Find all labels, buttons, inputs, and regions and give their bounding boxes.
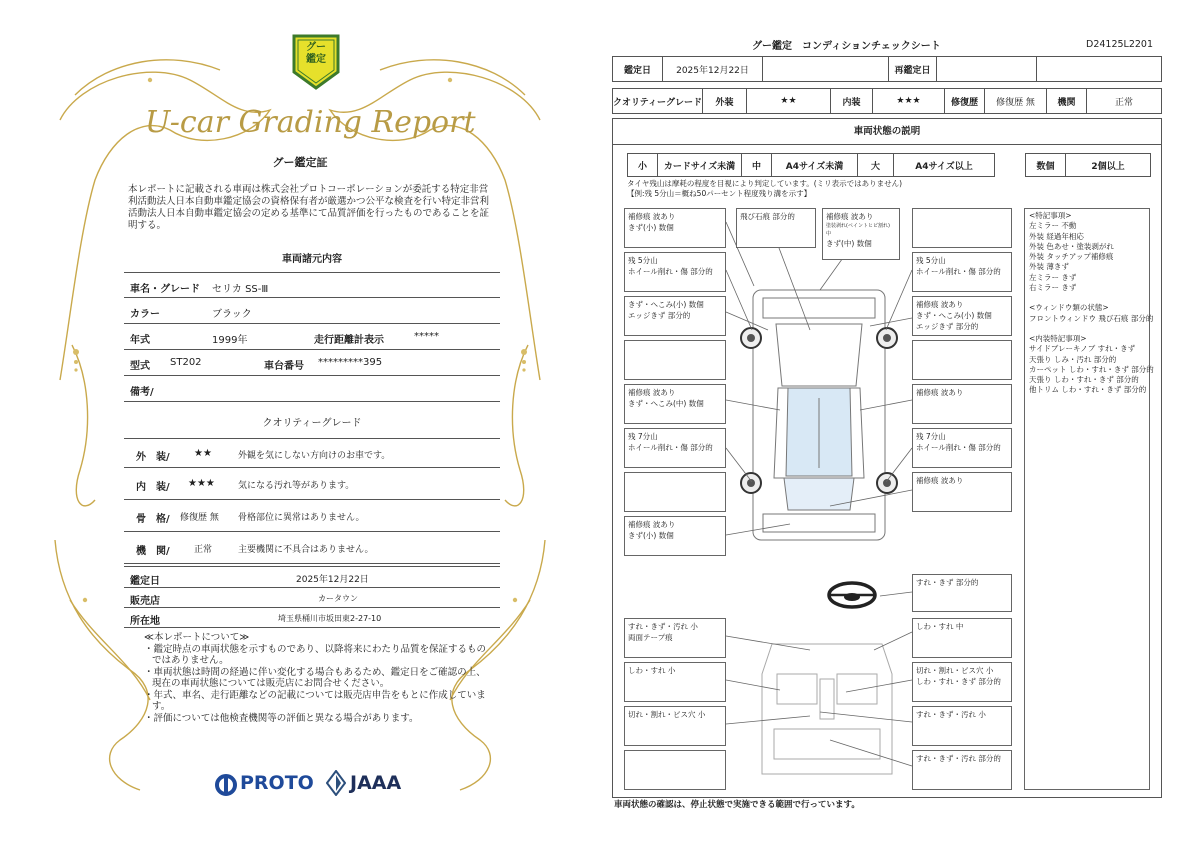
callout-rear-right-quarter (912, 472, 1012, 512)
spec-label: 走行距離計表示 (314, 335, 384, 346)
grade-desc: 主要機関に不具合はありません。 (238, 545, 374, 555)
size-large-desc: A4サイズ以上 (915, 161, 973, 172)
grade-label: 内 装/ (136, 482, 170, 493)
spec-row-model (124, 350, 500, 376)
proto-logo-icon (214, 773, 238, 797)
callout-dashboard-right (912, 618, 1012, 658)
callout-text: きず(中) 数個 (826, 239, 872, 248)
address-label: 所在地 (130, 616, 160, 627)
callout-text: しわ・すれ 小 (628, 666, 676, 675)
callout-text-small: 塗装剥れ(ペイントヒビ割れ) 中 (826, 223, 890, 237)
address-value: 埼玉県桶川市坂田東2-27-10 (278, 614, 382, 623)
grade-desc: 骨格部位に異常はありません。 (238, 513, 365, 523)
size-small-desc: カードサイズ未満 (658, 154, 742, 176)
grade-desc: 外観を気にしない方向けのお車です。 (238, 451, 391, 461)
panel-title: 車両状態の説明 (613, 119, 1161, 145)
grade-value: ★★★ (188, 478, 215, 489)
grade-row-interior (124, 468, 500, 500)
callout-console-left (624, 706, 726, 746)
proto-brand-text: PROTO (240, 772, 314, 794)
size-medium-desc: A4サイズ未満 (772, 154, 858, 176)
appraisal-date-label: 鑑定日 (130, 576, 160, 587)
spec-value: ブラック (212, 309, 252, 320)
callout-front-left-fender (624, 296, 726, 336)
callout-text: きず・へこみ(小) 数個 エッジきず 部分的 (628, 300, 704, 320)
shop-label: 販売店 (130, 596, 160, 607)
grade-value: 正常 (194, 545, 213, 555)
spacer (1029, 293, 1145, 303)
callout-text: 補修痕 波あり (826, 212, 874, 221)
reappraisal-label: 再鑑定日 (889, 57, 937, 81)
spacer (1029, 324, 1145, 334)
callout-front-left-tire (624, 252, 726, 292)
footer-note: 車両状態の確認は、停止状態で実施できる範囲で行っています。 (614, 800, 860, 810)
report-script-title: U-car Grading Report (145, 105, 476, 140)
callout-blank (624, 750, 726, 790)
note-item: ・年式、車名、走行距離などの記載については販売店申告をもとに作成しています。 (144, 689, 486, 712)
callout-text: 補修痕 波あり きず・へこみ(小) 数個 エッジきず 部分的 (916, 300, 992, 331)
condition-check-sheet (600, 0, 1200, 848)
side-note: 左ミラー きず (1029, 272, 1077, 282)
report-notes (140, 632, 490, 724)
grade-label: 外 装/ (136, 452, 170, 463)
note-item: ・鑑定時点の車両状態を示すものであり、以降将来にわたり品質を保証するものではありません。 (144, 643, 487, 666)
callout-text: 残 7分山 ホイール削れ・傷 部分的 (916, 432, 1001, 452)
exterior-value: ★★ (747, 89, 831, 113)
spec-label: 車台番号 (264, 361, 304, 372)
side-note: 外装 色あせ・塗装剥がれ (1029, 241, 1114, 251)
spec-label: 車名・グレード (130, 284, 200, 295)
note-item: ・評価については他検査機関等の評価と異なる場合があります。 (144, 712, 419, 724)
callout-text: すれ・きず・汚れ 小 (916, 710, 986, 719)
repair-label: 修復歴 (945, 89, 985, 113)
spec-row-color (124, 298, 500, 324)
grade-row-engine (124, 532, 500, 564)
side-note: フロントウィンドウ 飛び石痕 部分的 (1029, 313, 1154, 323)
spec-label: 備考/ (130, 387, 154, 398)
side-note: <特記事項> (1029, 211, 1072, 220)
logo-badge-text: グー 鑑定 (306, 42, 326, 65)
size-large: 大 (858, 154, 894, 176)
spec-value: ***** (414, 331, 439, 342)
callout-blank (912, 340, 1012, 380)
callout-blank (912, 208, 1012, 248)
grade-label: 骨 格/ (136, 514, 170, 525)
callout-text: 補修痕 波あり きず(小) 数個 (628, 520, 676, 540)
grade-desc: 気になる汚れ等があります。 (238, 481, 355, 491)
note-item: ・車両状態は時間の経過に伴い変化する場合もあるため、鑑定日をご確認の上、現在の車両状態については販売店にお問合せください。 (144, 666, 486, 689)
grade-row-frame (124, 500, 500, 532)
callout-text: すれ・きず・汚れ 小 両面テープ痕 (628, 622, 698, 642)
side-note: 他トリム しわ・すれ・きず 部分的 (1029, 385, 1147, 395)
interior-value: ★★★ (873, 89, 945, 113)
repair-value: 修復歴 無 (985, 89, 1047, 113)
document-id: D24125L2201 (1086, 39, 1154, 50)
callout-front-left-bumper (624, 208, 726, 248)
spec-value: ST202 (170, 357, 202, 368)
tire-note-line: 【例:残 5分山＝概ね50パーセント程度残り溝を示す】 (627, 189, 812, 198)
side-note: カーペット しわ・すれ・きず 部分的 (1029, 364, 1154, 374)
spec-section-title: 車両諸元内容 (282, 254, 342, 265)
callout-text: 補修痕 波あり (916, 388, 964, 397)
callout-text: すれ・きず・汚れ 部分的 (916, 754, 1001, 763)
count-label: 数個 (1026, 154, 1066, 176)
certificate-title: グー鑑定証 (272, 156, 328, 169)
callout-seat-right (912, 662, 1012, 702)
quality-grade-label: クオリティーグレード (613, 89, 703, 113)
side-note: 左ミラー 不動 (1029, 221, 1077, 231)
callout-dashboard-left (624, 618, 726, 658)
callout-text: すれ・きず 部分的 (916, 578, 979, 587)
engine-label: 機関 (1047, 89, 1087, 113)
callout-blank (624, 472, 726, 512)
side-note: 外装 薄きず (1029, 262, 1069, 272)
size-small: 小 (628, 154, 658, 176)
callout-text: 補修痕 波あり (916, 476, 964, 485)
interior-label: 内装 (831, 89, 873, 113)
callout-text: 補修痕 波あり きず(小) 数個 (628, 212, 676, 232)
spec-row-remarks (124, 376, 500, 402)
size-medium: 中 (742, 154, 772, 176)
spec-value: *********395 (318, 357, 383, 368)
callout-seat-left (624, 662, 726, 702)
spec-label: カラー (130, 309, 160, 320)
side-note: 右ミラー きず (1029, 283, 1077, 293)
callout-blank (624, 340, 726, 380)
callout-text: 切れ・割れ・ビス穴 小 しわ・すれ・きず 部分的 (916, 666, 1001, 686)
side-note: 天張り しみ・汚れ 部分的 (1029, 354, 1117, 364)
callout-rear-left-tire (624, 428, 726, 468)
spec-row-year (124, 324, 500, 350)
grade-value: 修復歴 無 (180, 513, 219, 523)
jaaa-logo-icon (326, 770, 346, 796)
spec-value: 1999年 (212, 335, 248, 346)
grade-row-exterior (124, 438, 500, 468)
engine-value: 正常 (1114, 97, 1133, 108)
side-note: 天張り しわ・すれ・きず 部分的 (1029, 375, 1139, 385)
callout-rear-seat-right (912, 750, 1012, 790)
callout-rear-bumper (624, 516, 726, 556)
callout-steering (912, 574, 1012, 612)
spec-label: 型式 (130, 361, 150, 372)
appraisal-date-value: 2025年12月22日 (663, 57, 763, 81)
grade-value: ★★ (194, 448, 212, 459)
side-note: サイドブレーキノブ すれ・きず (1029, 344, 1136, 354)
side-note: <ウィンドウ類の状態> (1029, 303, 1109, 313)
spec-row-name (124, 272, 500, 298)
callout-text: 切れ・割れ・ビス穴 小 (628, 710, 706, 719)
callout-text: 残 7分山 ホイール削れ・傷 部分的 (628, 432, 713, 452)
callout-console-right (912, 706, 1012, 746)
appraisal-date-label: 鑑定日 (613, 57, 663, 81)
callout-left-door (624, 384, 726, 424)
appraisal-date-row (124, 566, 500, 588)
tire-note-line: タイヤ残山は摩耗の程度を目視により判定しています。(ミリ表示ではありません) (627, 179, 903, 188)
shop-row (124, 588, 500, 608)
callout-front-glass (736, 208, 816, 248)
certificate-body: 本レポートに記載される車両は株式会社プロトコーポレーションが委託する特定非営利活動法人日本自動車鑑定協会の資格保有者が厳選かつ公平な検査を行い特定非営利活動法人日本自動車鑑定協会の定める基準にて品質評価を行ったものであることを証明する。 (128, 184, 490, 231)
spec-value: セリカ SS-Ⅲ (212, 284, 269, 295)
callout-text: 飛び石痕 部分的 (740, 212, 795, 221)
callout-text: 残 5分山 ホイール削れ・傷 部分的 (628, 256, 713, 276)
callout-hood (822, 208, 900, 260)
callout-front-right-fender (912, 296, 1012, 336)
side-note: <内装特記事項> (1029, 333, 1087, 343)
callout-text: 残 5分山 ホイール削れ・傷 部分的 (916, 256, 1001, 276)
special-notes-box (1024, 208, 1154, 790)
sheet-title: グー鑑定 コンディションチェックシート (752, 41, 941, 52)
grade-label: 機 関/ (136, 546, 170, 557)
jaaa-brand-text: JAAA (350, 772, 402, 794)
exterior-label: 外装 (703, 89, 747, 113)
quality-section-title: クオリティーグレード (262, 418, 362, 429)
callout-text: しわ・すれ 中 (916, 622, 964, 631)
callout-right-door (912, 384, 1012, 424)
shop-value: カータウン (318, 594, 358, 603)
callout-rear-right-tire (912, 428, 1012, 468)
callout-front-right-tire (912, 252, 1012, 292)
side-note: 外装 経過年相応 (1029, 231, 1084, 241)
spec-label: 年式 (130, 335, 150, 346)
count-desc: 2個以上 (1091, 161, 1125, 172)
address-row (124, 608, 500, 628)
callout-text: 補修痕 波あり きず・へこみ(中) 数個 (628, 388, 704, 408)
notes-title: ≪本レポートについて≫ (144, 632, 250, 643)
appraisal-date-value: 2025年12月22日 (296, 575, 369, 585)
side-note: 外装 タッチアップ補修痕 (1029, 252, 1114, 262)
